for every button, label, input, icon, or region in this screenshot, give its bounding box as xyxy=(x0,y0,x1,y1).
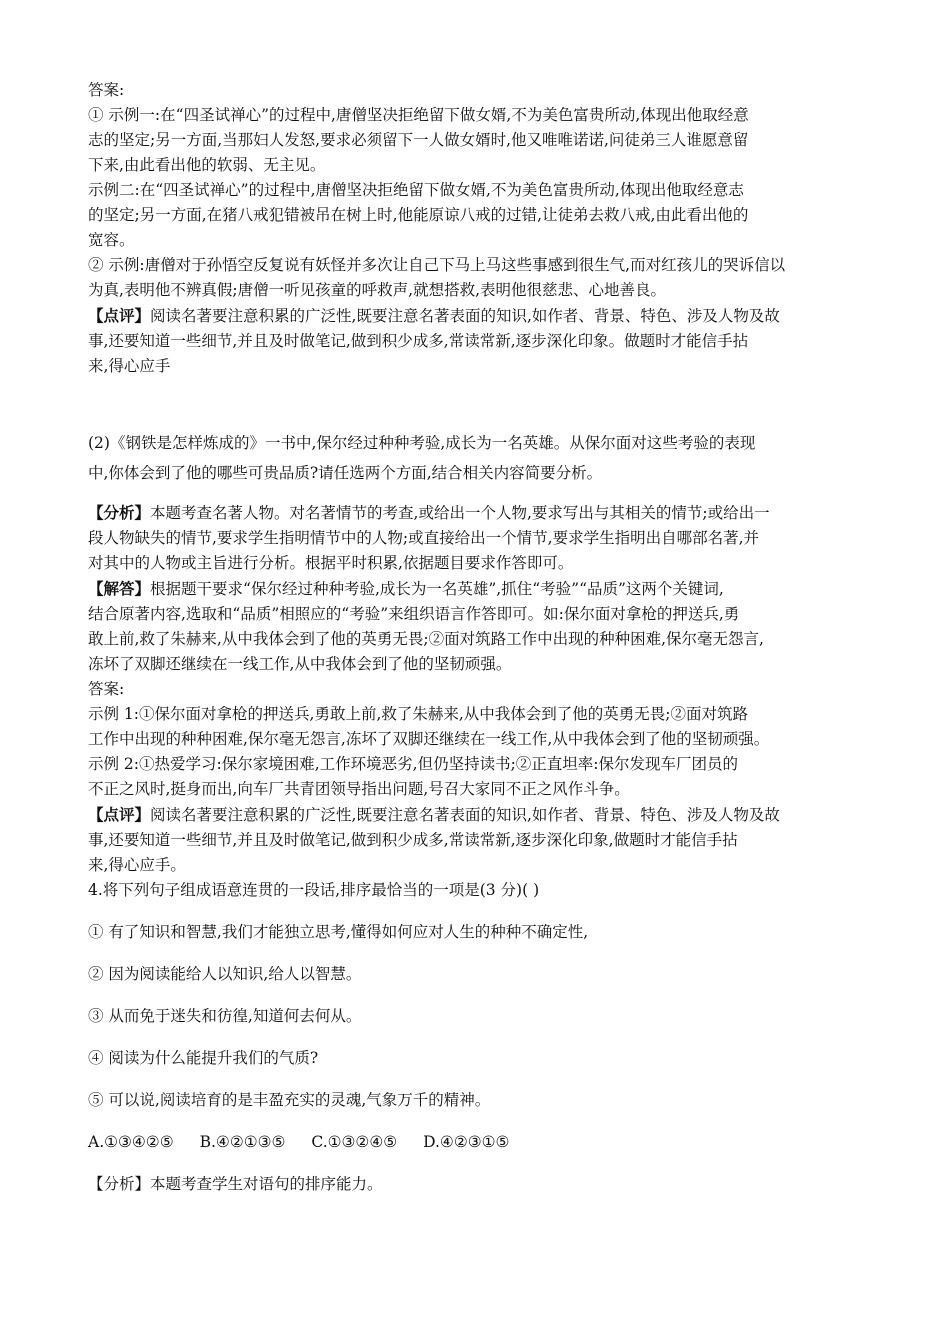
solution-tag: 【解答】 xyxy=(88,579,151,598)
comment-line: 来,得心应手。 xyxy=(88,856,186,874)
comment-line: 事,还要知道一些细节,并且及时做笔记,做到积少成多,常读常新,逐步深化印象。做题时才能信手拈 xyxy=(88,332,749,350)
answer-line: 示例 2:①热爱学习:保尔家境困难,工作环境恶劣,但仍坚持读书;②正直坦率:保尔发现车厂团员的 xyxy=(88,755,739,773)
solution-line: 敢上前,救了朱赫来,从中我体会到了他的英勇无畏;②面对筑路工作中出现的种种困难,保尔毫无怨言, xyxy=(88,630,764,648)
option-d: D.④②③①⑤ xyxy=(423,1133,510,1151)
sentence-item: ① 有了知识和智慧,我们才能独立思考,懂得如何应对人生的种种不确定性, xyxy=(88,923,589,941)
comment-text: 阅读名著要注意积累的广泛性,既要注意名著表面的知识,如作者、背景、特色、涉及人物及故 xyxy=(150,806,780,824)
answer-options xyxy=(88,1130,868,1155)
option-c: C.①③②④⑤ xyxy=(311,1133,398,1151)
answer-line: 为真,表明他不辨真假;唐僧一听见孩童的呼救声,就想搭救,表明他很慈悲、心地善良。 xyxy=(88,281,667,299)
comment-tag: 【点评】 xyxy=(88,306,151,325)
analysis-text: 本题考查名著人物。对名著情节的考查,或给出一个人物,要求写出与其相关的情节;或给出一 xyxy=(150,504,770,522)
answer-line: 宽容。 xyxy=(88,231,135,249)
analysis-line: 对其中的人物或主旨进行分析。根据平时积累,依据题目要求作答即可。 xyxy=(88,554,574,572)
solution-text: 根据题干要求“保尔经过种种考验,成长为一名英雄”,抓住“考验”“品质”这两个关键词, xyxy=(150,580,724,598)
question-text: 中,你体会到了他的哪些可贵品质?请任选两个方面,结合相关内容简要分析。 xyxy=(88,464,603,482)
analysis-line xyxy=(88,500,868,526)
answer-line: 示例 1:①保尔面对拿枪的押送兵,勇敢上前,救了朱赫来,从中我体会到了他的英勇无畏;②面对筑路 xyxy=(88,705,749,723)
comment-line: 来,得心应手 xyxy=(88,357,171,375)
solution-line: 结合原著内容,选取和“品质”相照应的“考验”来组织语言作答即可。如:保尔面对拿枪的押送兵,勇 xyxy=(88,605,740,623)
analysis-tag: 【分析】 xyxy=(88,503,151,522)
comment-line xyxy=(88,802,868,828)
answer-label: 答案: xyxy=(88,680,125,698)
answer-line: ② 示例:唐僧对于孙悟空反复说有妖怪并多次让自己下马上马这些事感到很生气,而对红孩儿的哭诉信以 xyxy=(88,256,786,274)
question-stem: 4.将下列句子组成语意连贯的一段话,排序最恰当的一项是(3 分)( ) xyxy=(88,881,540,899)
answer-line: 的坚定;另一方面,在猪八戒犯错被吊在树上时,他能原谅八戒的过错,让徒弟去救八戒,由此看出他的 xyxy=(88,206,749,224)
analysis-text: 本题考查学生对语句的排序能力。 xyxy=(150,1175,383,1193)
answer-line: 下来,由此看出他的软弱、无主见。 xyxy=(88,156,326,174)
sentence-item: ② 因为阅读能给人以知识,给人以智慧。 xyxy=(88,965,362,983)
answer-line: 志的坚定;另一方面,当那妇人发怒,要求必须留下一人做女婿时,他又唯唯诺诺,问徒弟三人谁愿意留 xyxy=(88,131,749,149)
analysis-tag: 【分析】 xyxy=(88,1175,151,1193)
analysis-line: 段人物缺失的情节,要求学生指明情节中的人物;或直接给出一个情节,要求学生指明出自哪部名著,并 xyxy=(88,529,760,547)
answer-line: 不正之风时,挺身而出,向车厂共青团领导指出问题,号召大家同不正之风作斗争。 xyxy=(88,780,630,798)
answer-line: ① 示例一:在“四圣试禅心”的过程中,唐僧坚决拒绝留下做女婿,不为美色富贵所动,体现出他取经意 xyxy=(88,106,749,124)
solution-line xyxy=(88,576,868,602)
comment-line: 事,还要知道一些细节,并且及时做笔记,做到积少成多,常读常新,逐步深化印象,做题时才能信手拈 xyxy=(88,831,738,849)
sentence-item: ③ 从而免于迷失和彷徨,知道何去何从。 xyxy=(88,1007,362,1025)
sentence-item: ⑤ 可以说,阅读培育的是丰盈充实的灵魂,气象万千的精神。 xyxy=(88,1091,491,1109)
comment-line xyxy=(88,303,868,329)
question-text: (2)《钢铁是怎样炼成的》一书中,保尔经过种种考验,成长为一名英雄。从保尔面对这些考验的表现 xyxy=(88,434,756,452)
solution-line: 冻坏了双脚还继续在一线工作,从中我体会到了他的坚韧顽强。 xyxy=(88,655,512,673)
option-b: B.④②①③⑤ xyxy=(199,1133,286,1151)
option-a: A.①③④②⑤ xyxy=(88,1133,174,1151)
answer-line: 示例二:在“四圣试禅心”的过程中,唐僧坚决拒绝留下做女婿,不为美色富贵所动,体现出他取经意志 xyxy=(88,181,744,199)
answer-label: 答案: xyxy=(88,81,125,99)
comment-text: 阅读名著要注意积累的广泛性,既要注意名著表面的知识,如作者、背景、特色、涉及人物及故 xyxy=(150,307,780,325)
answer-line: 工作中出现的种种困难,保尔毫无怨言,冻坏了双脚还继续在一线工作,从中我体会到了他的坚韧顽强。 xyxy=(88,730,770,748)
sentence-item: ④ 阅读为什么能提升我们的气质? xyxy=(88,1049,319,1067)
analysis-line xyxy=(88,1172,868,1197)
document-page xyxy=(88,78,868,1197)
comment-tag: 【点评】 xyxy=(88,805,151,824)
